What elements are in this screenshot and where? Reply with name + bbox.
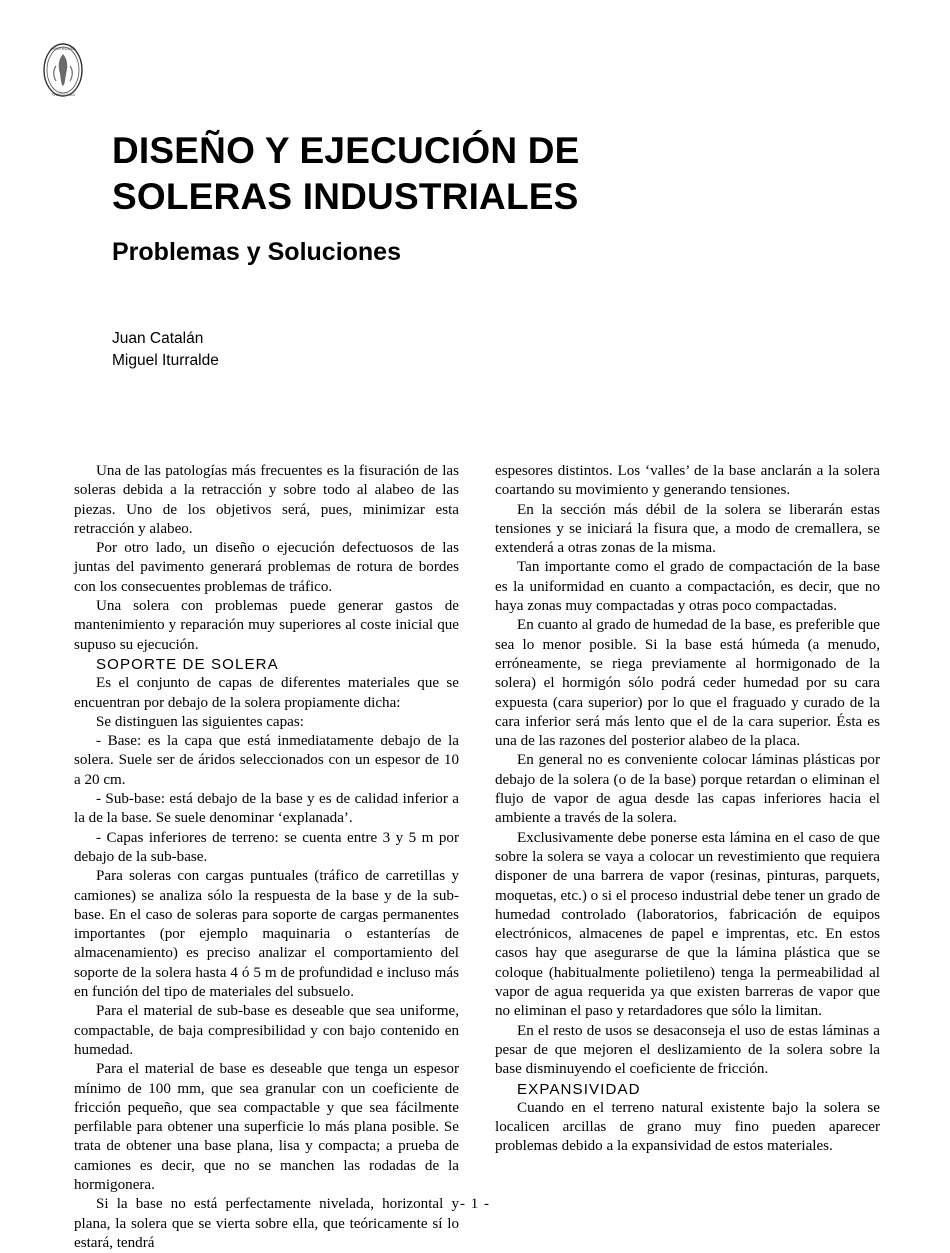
left-column [74, 462, 459, 1253]
paragraph: En general no es conveniente colocar láminas plásticas por debajo de la solera (o de la base) porque retardan o eliminan el flujo de vapor de agua desde las capas inferiores hacia el ambiente a través de la solera. [495, 752, 880, 827]
paragraph: Una de las patologías más frecuentes es la fisuración de las soleras debida a la retracción y sobre todo al alabeo de las piezas. Uno de los objetivos será, pues, minimizar esta retracción y alabeo. [74, 463, 459, 537]
university-seal-logo [36, 36, 90, 104]
paragraph: Si la base no está perfectamente nivelada, horizontal y plana, la solera que se vierta sobre ella, que teóricamente sí lo estará, tendrá [74, 1196, 459, 1251]
paragraph: En el resto de usos se desaconseja el uso de estas láminas a pesar de que mejoren el deslizamiento de la solera sobre la base disminuyendo el coeficiente de fricción. [495, 1022, 880, 1078]
svg-text:TECNOLOGIA: TECNOLOGIA [51, 93, 75, 97]
paragraph: espesores distintos. Los ‘valles’ de la base anclarán a la solera coartando su movimiento y generando tensiones. [495, 463, 880, 499]
page-number: - 1 - [460, 1196, 490, 1212]
paragraph: Para el material de base es deseable que tenga un espesor mínimo de 100 mm, que sea granular con un coeficiente de fricción pequeño, que sea compactable y que sea fácilmente perfilable para obtener una superficie lo más plana posible. Se trata de obtener una base plana, lisa y compacta; a prueba de camiones es decir, que no se manchen las rodadas de la hormigonera. [74, 1061, 459, 1193]
paragraph: Para soleras con cargas puntuales (tráfico de carretillas y camiones) se analiza sólo la respuesta de la base y de la sub-base. En el caso de soleras para soporte de cargas permanentes importantes (por ejemplo maquinaria o estanterías de almacenamiento) es preciso analizar el comportamiento del soporte de la solera hasta 4 ó 5 m de profundidad e incluso más en función del tipo de materiales del subsuelo. [74, 868, 459, 1001]
paragraph: En la sección más débil de la solera se liberarán estas tensiones y se iniciará la fisura que, a modo de cremallera, se extenderá a otras zonas de la misma. [495, 501, 880, 557]
paragraph: Cuando en el terreno natural existente bajo la solera se localicen arcillas de grano muy fino pueden aparecer problemas debido a la expansividad de estos materiales. [495, 1099, 880, 1155]
paragraph: Por otro lado, un diseño o ejecución defectuosos de las juntas del pavimento generará problemas de rotura de bordes con los consecuentes problemas de tráfico. [74, 540, 459, 595]
paragraph: Tan importante como el grado de compactación de la base es la uniformidad en cuanto a compactación, es decir, que no haya zonas muy compactadas y otras poco compactadas. [495, 559, 880, 615]
body-columns [74, 462, 880, 1253]
paragraph: Es el conjunto de capas de diferentes materiales que se encuentran por debajo de la solera propiamente dicha: [74, 675, 459, 711]
title-line-2: SOLERAS INDUSTRIALES [112, 176, 579, 217]
right-column [495, 462, 880, 1253]
author-name: Juan Catalán [112, 330, 204, 347]
title-line-1: DISEÑO Y EJECUCIÓN DE [112, 130, 580, 171]
paragraph: En cuanto al grado de humedad de la base, es preferible que sea lo menor posible. Si la base está húmeda (a menudo, erróneamente, se riega previamente al hormigonado de la solera) el hormigón sólo podrá ceder humedad por su cara expuesta (cara superior) por lo que el fraguado y curado de la cara inferior será más lento que el de la cara superior. Ésta es una de las razones del posterior alabeo de la placa. [495, 617, 880, 750]
page-title [112, 128, 812, 220]
paragraph: Para el material de sub-base es deseable que sea uniforme, compactable, de baja compresibilidad y con bajo contenido en humedad. [74, 1003, 459, 1058]
title-block [112, 128, 812, 268]
section-heading-expansividad: EXPANSIVIDAD [517, 1080, 641, 1098]
paragraph: - Base: es la capa que está inmediatamente debajo de la solera. Suele ser de áridos seleccionados con un espesor de 10 a 20 cm. [74, 733, 459, 788]
paragraph: Una solera con problemas puede generar gastos de mantenimiento y reparación muy superiores al coste inicial que supuso su ejecución. [74, 598, 459, 653]
paragraph: - Capas inferiores de terreno: se cuenta entre 3 y 5 m por debajo de la sub-base. [74, 829, 459, 865]
author-list [112, 328, 219, 372]
paragraph: Se distinguen las siguientes capas: [96, 713, 304, 730]
page-subtitle: Problemas y Soluciones [112, 238, 401, 266]
section-heading-soporte-de-solera: SOPORTE DE SOLERA [96, 655, 279, 673]
svg-text:UNIVERSIDAD: UNIVERSIDAD [50, 47, 76, 51]
paragraph: - Sub-base: está debajo de la base y es de calidad inferior a la de la base. Se suele denominar ‘explanada’. [74, 791, 459, 827]
paragraph: Exclusivamente debe ponerse esta lámina en el caso de que sobre la solera se vaya a colocar un revestimiento que requiera disponer de una barrera de vapor (resinas, pinturas, parquets, moquetas, etc.) o si el proceso industrial debe tener un grado de humedad controlado (laboratorios, fabricación de equipos electrónicos, almacenes de papel e imprentas, etc. En estos casos hay que asegurarse de que la lámina plástica que se coloque (habitualmente polietileno) tenga la permeabilidad al vapor de agua requerida ya que existen barreras de vapor que no eliminan el paso y retardadores que sólo la limitan. [495, 829, 880, 1020]
author-name: Miguel Iturralde [112, 352, 219, 369]
